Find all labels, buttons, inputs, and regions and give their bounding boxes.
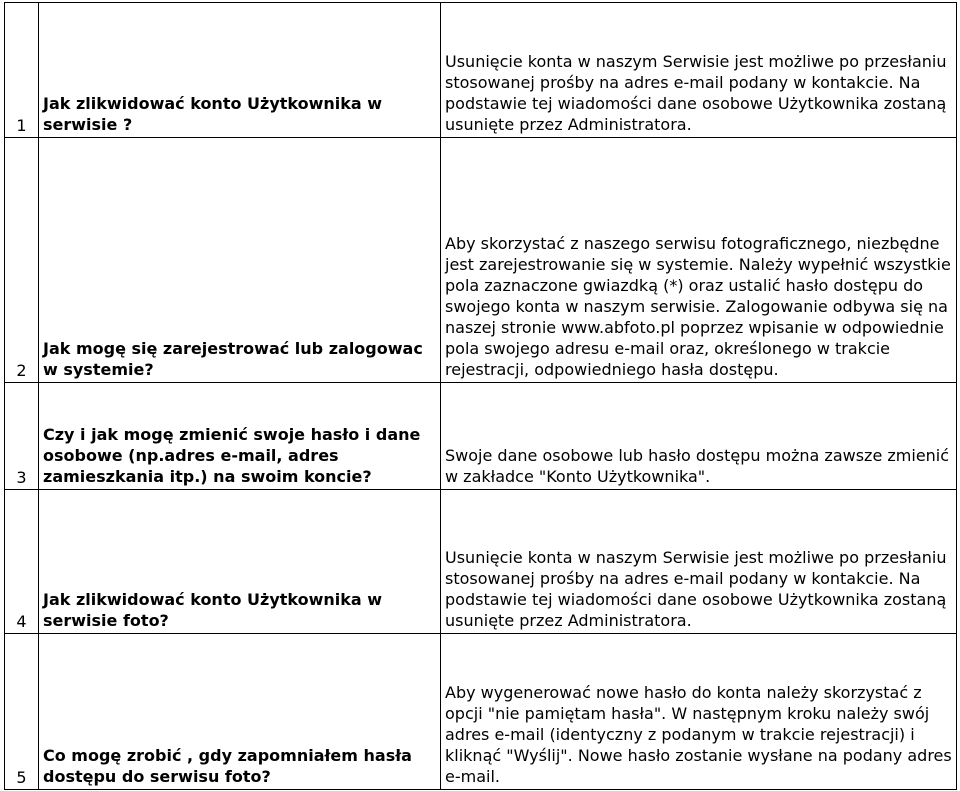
question-text: Jak zlikwidować konto Użytkownika w serwisie foto? (43, 590, 383, 630)
answer-text: Swoje dane osobowe lub hasło dostępu można zawsze zmienić w zakładce "Konto Użytkownika". (445, 446, 950, 486)
question-cell (39, 3, 441, 138)
answer-text: Aby skorzystać z naszego serwisu fotograficznego, niezbędne jest zarejestrowanie się w systemie. Należy wypełnić wszystkie pola zaznaczone gwiazdką (*) oraz ustalić hasło dostępu do swojego konta w naszym serwisie. Zalogowanie odbywa się na naszej stronie www.abfoto.pl poprzez wpisanie w odpowiednie pola swojego adresu e-mail oraz, określonego w trakcie rejestracji, odpowiedniego hasła dostępu. (445, 234, 951, 379)
row-number: 3 (5, 383, 39, 490)
question-cell (39, 138, 441, 383)
question-cell (39, 383, 441, 490)
question-text: Co mogę zrobić , gdy zapomniałem hasła dostępu do serwisu foto? (43, 746, 412, 786)
answer-cell (441, 490, 957, 634)
question-text: Jak mogę się zarejestrować lub zalogowac w systemie? (43, 339, 423, 379)
answer-cell (441, 138, 957, 383)
row-number: 5 (5, 634, 39, 790)
row-number: 4 (5, 490, 39, 634)
answer-text: Aby wygenerować nowe hasło do konta należy skorzystać z opcji "nie pamiętam hasła". W następnym kroku należy swój adres e-mail (identyczny z podanym w trakcie rejestracji) i kliknąć "Wyślij". Nowe hasło zostanie wysłane na podany adres e-mail. (445, 683, 952, 786)
answer-text: Usunięcie konta w naszym Serwisie jest możliwe po przesłaniu stosowanej prośby na adres e-mail podany w kontakcie. Na podstawie tej wiadomości dane osobowe Użytkownika zostaną usunięte przez Administratora. (445, 548, 947, 630)
answer-cell (441, 3, 957, 138)
table-row (5, 3, 957, 138)
answer-text: Usunięcie konta w naszym Serwisie jest możliwe po przesłaniu stosowanej prośby na adres e-mail podany w kontakcie. Na podstawie tej wiadomości dane osobowe Użytkownika zostaną usunięte przez Administratora. (445, 52, 947, 134)
answer-cell (441, 634, 957, 790)
table-row (5, 634, 957, 790)
row-number: 2 (5, 138, 39, 383)
question-text: Czy i jak mogę zmienić swoje hasło i dane osobowe (np.adres e-mail, adres zamieszkania itp.) na swoim koncie? (43, 425, 421, 486)
question-cell (39, 634, 441, 790)
table-row (5, 490, 957, 634)
question-text: Jak zlikwidować konto Użytkownika w serwisie ? (43, 94, 383, 134)
table-row (5, 383, 957, 490)
table-row (5, 138, 957, 383)
answer-cell (441, 383, 957, 490)
row-number: 1 (5, 3, 39, 138)
faq-table (4, 2, 957, 790)
question-cell (39, 490, 441, 634)
